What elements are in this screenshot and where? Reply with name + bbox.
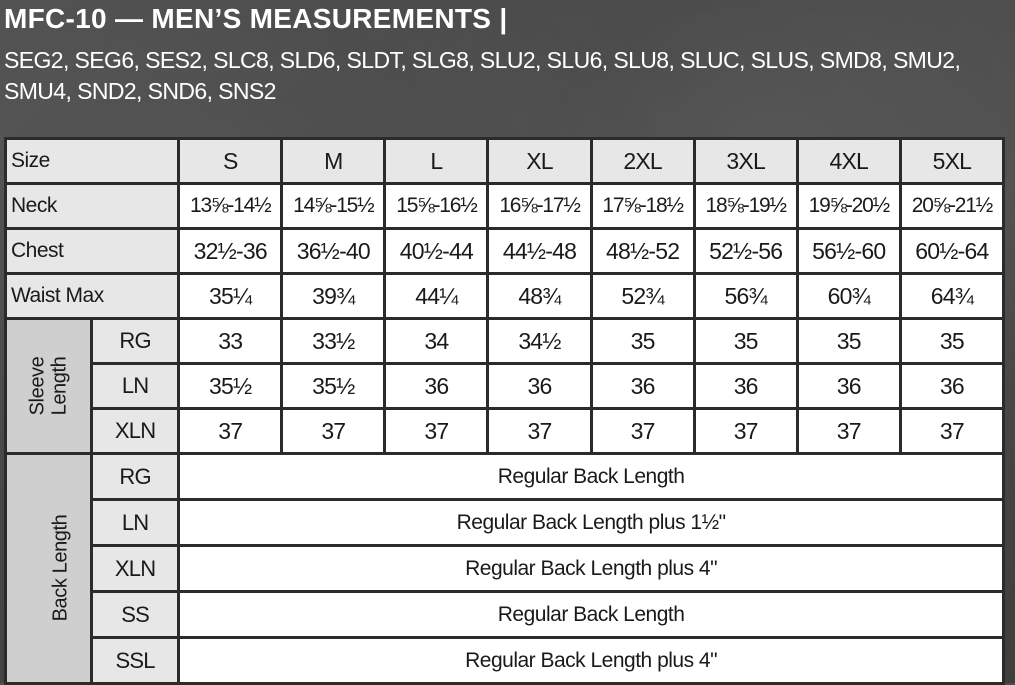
waist-header: Waist Max <box>6 274 179 319</box>
size-cell: 4XL <box>797 139 900 184</box>
sleeve-cell: 36 <box>900 364 1003 409</box>
back-length-label <box>6 454 92 684</box>
page-title: MFC-10 — MEN’S MEASUREMENTS | <box>4 3 508 34</box>
sleeve-cell: 37 <box>179 409 282 454</box>
sleeve-cell: 36 <box>797 364 900 409</box>
waist-cell: 35¼ <box>179 274 282 319</box>
sleeve-length-label <box>6 319 92 454</box>
neck-cell: 19⅝-20½ <box>797 184 900 229</box>
sleeve-cell: 37 <box>591 409 694 454</box>
sleeve-cell: 36 <box>385 364 488 409</box>
size-cell: 2XL <box>591 139 694 184</box>
size-cell: 5XL <box>900 139 1003 184</box>
sleeve-cell: 35 <box>694 319 797 364</box>
sleeve-sub-label: XLN <box>92 409 179 454</box>
sleeve-cell: 35½ <box>179 364 282 409</box>
sleeve-cell: 33 <box>179 319 282 364</box>
sleeve-cell: 33½ <box>282 319 385 364</box>
sleeve-cell: 37 <box>694 409 797 454</box>
neck-cell: 16⅝-17½ <box>488 184 591 229</box>
back-sub-label: XLN <box>92 546 179 592</box>
back-sub-label: SSL <box>92 638 179 684</box>
back-row-ln <box>6 500 1004 546</box>
sleeve-cell: 36 <box>591 364 694 409</box>
back-row-xln <box>6 546 1004 592</box>
size-cell: S <box>179 139 282 184</box>
sleeve-cell: 36 <box>694 364 797 409</box>
sleeve-cell: 35 <box>797 319 900 364</box>
chest-cell: 44½-48 <box>488 229 591 274</box>
waist-cell: 56¾ <box>694 274 797 319</box>
neck-cell: 20⅝-21½ <box>900 184 1003 229</box>
back-label-text: Back Length <box>49 514 72 622</box>
sleeve-label-line1: Sleeve <box>26 356 49 415</box>
neck-cell: 14⅝-15½ <box>282 184 385 229</box>
sleeve-cell: 37 <box>900 409 1003 454</box>
back-sub-label: RG <box>92 454 179 500</box>
sleeve-cell: 34 <box>385 319 488 364</box>
size-cell: M <box>282 139 385 184</box>
chest-cell: 60½-64 <box>900 229 1003 274</box>
chest-row <box>6 229 1004 274</box>
back-sub-label: SS <box>92 592 179 638</box>
chest-cell: 40½-44 <box>385 229 488 274</box>
back-length-value: Regular Back Length plus 4" <box>179 546 1004 592</box>
sleeve-cell: 35½ <box>282 364 385 409</box>
neck-cell: 13⅝-14½ <box>179 184 282 229</box>
sleeve-cell: 37 <box>797 409 900 454</box>
waist-row <box>6 274 1004 319</box>
waist-cell: 44¼ <box>385 274 488 319</box>
waist-cell: 64¾ <box>900 274 1003 319</box>
back-row-ss <box>6 592 1004 638</box>
back-length-value: Regular Back Length <box>179 592 1004 638</box>
sleeve-sub-label: LN <box>92 364 179 409</box>
sleeve-label-line2: Length <box>48 356 71 415</box>
chest-cell: 36½-40 <box>282 229 385 274</box>
style-codes: SEG2, SEG6, SES2, SLC8, SLD6, SLDT, SLG8, SLU2, SLU6, SLU8, SLUC, SLUS, SMD8, SMU2, SMU4, SND2, SND6, SNS2 <box>4 47 961 104</box>
back-length-value: Regular Back Length plus 4" <box>179 638 1004 684</box>
size-cell: XL <box>488 139 591 184</box>
neck-cell: 15⅝-16½ <box>385 184 488 229</box>
size-row <box>6 139 1004 184</box>
sleeve-row-ln <box>6 364 1004 409</box>
waist-cell: 52¾ <box>591 274 694 319</box>
sleeve-row-rg <box>6 319 1004 364</box>
chest-cell: 56½-60 <box>797 229 900 274</box>
sleeve-row-xln <box>6 409 1004 454</box>
sleeve-cell: 35 <box>900 319 1003 364</box>
neck-cell: 18⅝-19½ <box>694 184 797 229</box>
neck-header: Neck <box>6 184 179 229</box>
sleeve-cell: 34½ <box>488 319 591 364</box>
back-row-ssl <box>6 638 1004 684</box>
back-sub-label: LN <box>92 500 179 546</box>
size-cell: L <box>385 139 488 184</box>
size-cell: 3XL <box>694 139 797 184</box>
sleeve-sub-label: RG <box>92 319 179 364</box>
chest-cell: 52½-56 <box>694 229 797 274</box>
size-header: Size <box>6 139 179 184</box>
neck-row <box>6 184 1004 229</box>
waist-cell: 60¾ <box>797 274 900 319</box>
chest-cell: 48½-52 <box>591 229 694 274</box>
chest-cell: 32½-36 <box>179 229 282 274</box>
chest-header: Chest <box>6 229 179 274</box>
back-length-value: Regular Back Length <box>179 454 1004 500</box>
back-length-value: Regular Back Length plus 1½" <box>179 500 1004 546</box>
sleeve-cell: 37 <box>488 409 591 454</box>
waist-cell: 39¾ <box>282 274 385 319</box>
neck-cell: 17⅝-18½ <box>591 184 694 229</box>
back-row-rg <box>6 454 1004 500</box>
sleeve-cell: 37 <box>385 409 488 454</box>
sleeve-cell: 36 <box>488 364 591 409</box>
waist-cell: 48¾ <box>488 274 591 319</box>
sleeve-cell: 37 <box>282 409 385 454</box>
sleeve-cell: 35 <box>591 319 694 364</box>
measurements-table <box>4 137 1005 685</box>
